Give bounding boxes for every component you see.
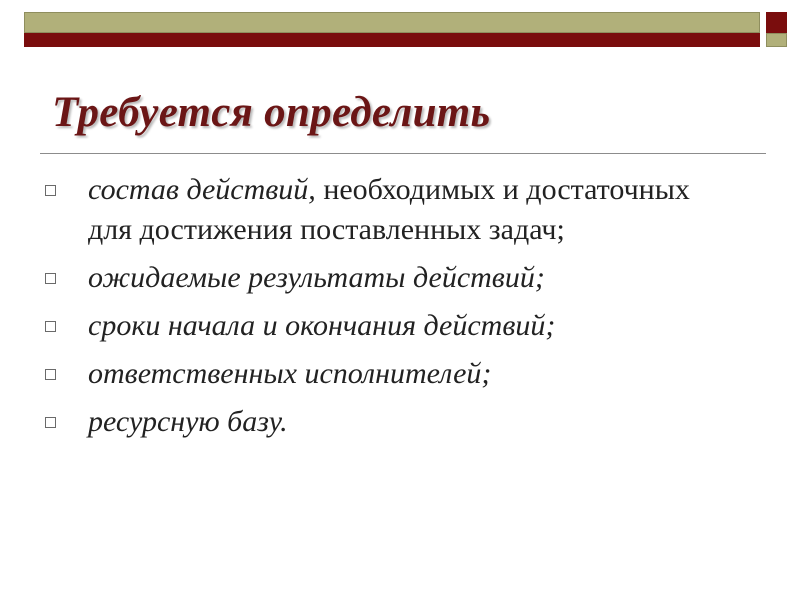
slide-title: Требуется определить [52,89,491,136]
bullet-item-deadlines [40,306,740,346]
bullet-italic-text: ресурсную базу. [88,405,288,438]
bullet-item-executors [40,354,740,394]
bullet-italic-text: ответственных исполнителей; [88,357,492,390]
bullet-item-results [40,258,740,298]
header-olive-square [766,33,787,47]
hollow-square-bullet-icon [45,369,56,380]
bullet-item-actions [40,170,740,250]
bullet-list [40,170,740,450]
header-olive-bar [24,12,760,33]
bullet-item-resources [40,402,740,442]
hollow-square-bullet-icon [45,273,56,284]
bullet-italic-text: ожидаемые результаты действий; [88,261,545,294]
header-maroon-bar [24,33,760,47]
bullet-italic-text: сроки начала и окончания действий; [88,309,556,342]
bullet-italic-text: состав действий, [88,173,316,206]
header-maroon-square [766,12,787,33]
hollow-square-bullet-icon [45,185,56,196]
title-divider [40,153,766,154]
hollow-square-bullet-icon [45,417,56,428]
bullet-plain-text: необходимых и достаточных для достижения поставленных задач; [88,173,690,246]
hollow-square-bullet-icon [45,321,56,332]
